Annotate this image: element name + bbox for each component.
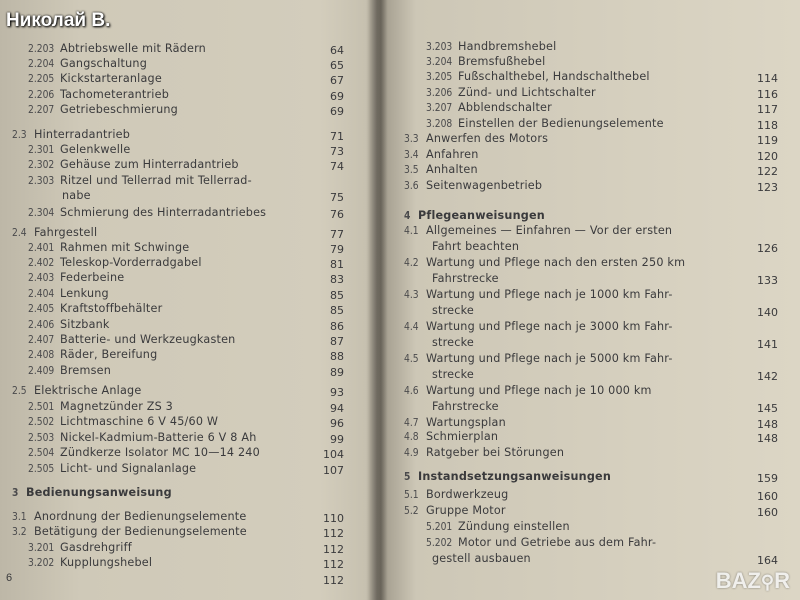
toc-page-number: 67	[330, 74, 344, 87]
toc-page-number: 159	[757, 472, 778, 485]
toc-entry	[28, 333, 235, 347]
toc-page-number: 110	[323, 512, 344, 525]
toc-page-number: 71	[330, 130, 344, 143]
toc-page-number: 126	[757, 242, 778, 255]
toc-page-number: 112	[323, 558, 344, 571]
toc-entry	[62, 189, 91, 202]
toc-title: Betätigung der Bedienungselemente	[34, 525, 247, 538]
toc-entry	[426, 520, 570, 534]
toc-number: 4.4	[404, 322, 419, 333]
toc-title: Bordwerkzeug	[426, 488, 509, 501]
toc-number: 2.407	[28, 335, 55, 346]
toc-title: Anfahren	[426, 148, 479, 161]
toc-title: Instandsetzungsanweisungen	[418, 470, 611, 483]
toc-number: 4.5	[404, 354, 419, 365]
toc-page-number: 99	[330, 433, 344, 446]
toc-entry	[426, 55, 545, 69]
toc-title: Schmierung des Hinterradantriebes	[60, 206, 267, 219]
toc-title: Fußschalthebel, Handschalthebel	[458, 70, 650, 83]
toc-title: Gelenkwelle	[60, 143, 131, 156]
toc-page-number: 133	[757, 274, 778, 287]
toc-number: 5.202	[426, 538, 453, 549]
toc-number: 3.203	[426, 42, 453, 53]
toc-title: Anordnung der Bedienungselemente	[34, 510, 247, 523]
toc-page-number: 83	[330, 273, 344, 286]
toc-page-number: 116	[757, 88, 778, 101]
toc-title: Wartung und Pflege nach je 3000 km Fahr-	[426, 320, 673, 333]
toc-title: Ritzel und Tellerrad mit Tellerrad-	[60, 174, 252, 187]
toc-entry	[28, 541, 132, 555]
toc-page-number: 64	[330, 44, 344, 57]
toc-title: Nickel-Kadmium-Batterie 6 V 8 Ah	[60, 431, 257, 444]
toc-title: Fahrt beachten	[432, 240, 520, 253]
toc-number: 2.402	[28, 258, 55, 269]
toc-number: 2.501	[28, 402, 55, 413]
toc-entry	[28, 446, 260, 460]
toc-title: Schmierplan	[426, 430, 499, 443]
toc-page-number: 87	[330, 335, 344, 348]
toc-page-number: 79	[330, 243, 344, 256]
toc-page-number: 112	[323, 574, 344, 587]
toc-entry	[404, 209, 545, 223]
toc-number: 3.206	[426, 88, 453, 99]
toc-entry	[28, 462, 196, 476]
toc-entry	[404, 446, 564, 460]
toc-page-number: 85	[330, 304, 344, 317]
toc-page-number: 73	[330, 145, 344, 158]
toc-number: 4.7	[404, 418, 419, 429]
toc-page-number: 141	[757, 338, 778, 351]
toc-entry	[432, 304, 474, 317]
toc-number: 2.401	[28, 243, 55, 254]
toc-entry	[28, 415, 218, 429]
toc-page-number: 119	[757, 134, 778, 147]
toc-entry	[28, 88, 169, 102]
toc-page-number: 123	[757, 181, 778, 194]
toc-number: 3.3	[404, 134, 419, 145]
toc-title: Teleskop-Vorderradgabel	[60, 256, 202, 269]
left-page	[0, 0, 374, 600]
toc-number: 3.204	[426, 57, 453, 68]
toc-number: 4.6	[404, 386, 419, 397]
toc-page-number: 88	[330, 350, 344, 363]
toc-entry	[432, 272, 499, 285]
toc-page-number: 89	[330, 366, 344, 379]
toc-number: 2.504	[28, 448, 55, 459]
toc-page-number: 69	[330, 105, 344, 118]
toc-entry	[404, 470, 611, 484]
toc-page-number: 142	[757, 370, 778, 383]
toc-title: Gasdrehgriff	[60, 541, 132, 554]
toc-title: strecke	[432, 304, 474, 317]
toc-number: 2.409	[28, 366, 55, 377]
toc-number: 2.304	[28, 208, 55, 219]
toc-entry	[12, 510, 246, 524]
toc-entry	[404, 148, 479, 162]
toc-title: Magnetzünder ZS 3	[60, 400, 174, 413]
toc-page-number: 145	[757, 402, 778, 415]
toc-title: Motor und Getriebe aus dem Fahr-	[458, 536, 657, 549]
toc-title: Anhalten	[426, 163, 478, 176]
toc-entry	[28, 287, 109, 301]
toc-entry	[12, 384, 141, 398]
toc-number: 2.204	[28, 59, 55, 70]
toc-number: 5.2	[404, 506, 419, 517]
toc-number: 2.206	[28, 90, 55, 101]
toc-entry	[404, 352, 673, 366]
toc-entry	[404, 163, 478, 177]
toc-page-number: 74	[330, 160, 344, 173]
toc-title: Zünd- und Lichtschalter	[458, 86, 596, 99]
toc-page-number: 85	[330, 289, 344, 302]
toc-page-number: 81	[330, 258, 344, 271]
toc-page-number: 76	[330, 208, 344, 221]
toc-page-number: 148	[757, 418, 778, 431]
toc-page-number: 120	[757, 150, 778, 163]
toc-entry	[432, 368, 474, 381]
toc-number: 2.301	[28, 145, 55, 156]
toc-page-number: 148	[757, 432, 778, 445]
toc-page-number: 69	[330, 90, 344, 103]
toc-number: 3.1	[12, 512, 27, 523]
toc-number: 2.502	[28, 417, 55, 428]
toc-entry	[28, 241, 189, 255]
toc-entry	[404, 320, 673, 334]
toc-number: 3.207	[426, 103, 453, 114]
toc-entry	[28, 72, 162, 86]
toc-title: nabe	[62, 189, 91, 202]
toc-title: Kupplungshebel	[60, 556, 153, 569]
toc-page-number: 104	[323, 448, 344, 461]
toc-title: Gangschaltung	[60, 57, 148, 70]
toc-entry	[28, 348, 157, 362]
toc-title: Allgemeines — Einfahren — Vor der ersten	[426, 224, 673, 237]
toc-title: Wartung und Pflege nach je 10 000 km	[426, 384, 652, 397]
toc-number: 3.6	[404, 181, 419, 192]
toc-number: 3.205	[426, 72, 453, 83]
toc-title: Gehäuse zum Hinterradantrieb	[60, 158, 239, 171]
toc-title: Anwerfen des Motors	[426, 132, 549, 145]
toc-title: Gruppe Motor	[426, 504, 506, 517]
toc-number: 3.202	[28, 558, 55, 569]
toc-title: Zündkerze Isolator MC 10—14 240	[60, 446, 260, 459]
toc-page-number: 94	[330, 402, 344, 415]
toc-page-number: 112	[323, 543, 344, 556]
toc-page-number: 160	[757, 490, 778, 503]
toc-entry	[432, 240, 519, 253]
toc-title: Pflegeanweisungen	[418, 209, 545, 222]
toc-entry	[432, 552, 531, 565]
toc-number: 4	[404, 211, 411, 222]
toc-entry	[12, 128, 130, 142]
toc-number: 3.5	[404, 165, 419, 176]
toc-number: 2.3	[12, 130, 27, 141]
toc-title: Kickstarteranlage	[60, 72, 162, 85]
toc-title: Licht- und Signalanlage	[60, 462, 197, 475]
toc-entry	[28, 256, 202, 270]
toc-number: 4.8	[404, 432, 419, 443]
toc-entry	[12, 486, 172, 500]
toc-entry	[432, 400, 499, 413]
toc-page-number: 112	[323, 527, 344, 540]
toc-page-number: 164	[757, 554, 778, 567]
toc-number: 2.203	[28, 44, 55, 55]
toc-title: Wartung und Pflege nach je 1000 km Fahr-	[426, 288, 673, 301]
toc-title: Zündung einstellen	[458, 520, 570, 533]
toc-number: 4.3	[404, 290, 419, 301]
toc-entry	[426, 86, 596, 100]
toc-entry	[404, 256, 685, 270]
toc-entry	[432, 336, 474, 349]
toc-title: gestell ausbauen	[432, 552, 531, 565]
toc-title: Lichtmaschine 6 V 45/60 W	[60, 415, 219, 428]
toc-entry	[28, 400, 173, 414]
toc-title: Seitenwagenbetrieb	[426, 179, 543, 192]
toc-title: strecke	[432, 368, 474, 381]
toc-page-number: 160	[757, 506, 778, 519]
toc-title: Hinterradantrieb	[34, 128, 131, 141]
toc-number: 3.4	[404, 150, 419, 161]
toc-entry	[426, 117, 664, 131]
toc-number: 2.4	[12, 228, 27, 239]
toc-title: Batterie- und Werkzeugkasten	[60, 333, 236, 346]
toc-number: 5.1	[404, 490, 419, 501]
seller-watermark: Николай В.	[6, 10, 111, 31]
toc-number: 3.201	[28, 543, 55, 554]
toc-number: 4.2	[404, 258, 419, 269]
toc-title: Bremsfußhebel	[458, 55, 546, 68]
toc-number: 2.405	[28, 304, 55, 315]
toc-title: Räder, Bereifung	[60, 348, 158, 361]
toc-page-number: 75	[330, 191, 344, 204]
toc-title: Ratgeber bei Störungen	[426, 446, 565, 459]
toc-page-number: 114	[757, 72, 778, 85]
toc-number: 4.1	[404, 226, 419, 237]
toc-number: 2.404	[28, 289, 55, 300]
toc-number: 2.503	[28, 433, 55, 444]
toc-number: 3.2	[12, 527, 27, 538]
toc-entry	[404, 488, 508, 502]
toc-entry	[28, 103, 178, 117]
toc-title: Wartungsplan	[426, 416, 506, 429]
bazar-logo: BAZ⚲R	[715, 568, 790, 593]
toc-number: 5.201	[426, 522, 453, 533]
toc-title: Elektrische Anlage	[34, 384, 142, 397]
toc-title: Rahmen mit Schwinge	[60, 241, 190, 254]
toc-entry	[28, 271, 124, 285]
toc-page-number: 140	[757, 306, 778, 319]
toc-entry	[404, 179, 542, 193]
toc-title: Lenkung	[60, 287, 109, 300]
toc-title: Einstellen der Bedienungselemente	[458, 117, 664, 130]
toc-entry	[426, 40, 556, 54]
toc-number: 2.302	[28, 160, 55, 171]
toc-number: 5	[404, 472, 411, 483]
toc-page-number: 96	[330, 417, 344, 430]
toc-entry	[404, 504, 506, 518]
toc-entry	[426, 70, 650, 84]
toc-title: Abblendschalter	[458, 101, 552, 114]
toc-entry	[426, 536, 656, 550]
toc-page-number: 122	[757, 165, 778, 178]
toc-title: Wartung und Pflege nach je 5000 km Fahr-	[426, 352, 673, 365]
right-page	[382, 0, 800, 600]
toc-title: strecke	[432, 336, 474, 349]
toc-entry	[28, 57, 147, 71]
toc-title: Federbeine	[60, 271, 125, 284]
toc-title: Fahrstrecke	[432, 400, 499, 413]
toc-title: Handbremshebel	[458, 40, 557, 53]
toc-entry	[28, 431, 257, 445]
toc-title: Sitzbank	[60, 318, 110, 331]
toc-entry	[28, 364, 111, 378]
toc-entry	[28, 302, 162, 316]
toc-entry	[28, 158, 239, 172]
toc-title: Fahrstrecke	[432, 272, 499, 285]
toc-title: Abtriebswelle mit Rädern	[60, 42, 206, 55]
toc-entry	[404, 416, 506, 430]
toc-entry	[28, 174, 252, 188]
toc-number: 2.505	[28, 464, 55, 475]
toc-number: 2.303	[28, 176, 55, 187]
toc-title: Tachometerantrieb	[60, 88, 169, 101]
toc-entry	[404, 430, 498, 444]
left-page-number: 6	[6, 572, 13, 584]
toc-title: Fahrgestell	[34, 226, 98, 239]
toc-title: Bedienungsanweisung	[26, 486, 172, 499]
toc-entry	[404, 224, 672, 238]
toc-entry	[28, 42, 206, 56]
toc-number: 2.205	[28, 74, 55, 85]
toc-number: 4.9	[404, 448, 419, 459]
toc-entry	[404, 132, 548, 146]
toc-number: 3	[12, 488, 19, 499]
toc-page-number: 117	[757, 103, 778, 116]
toc-title: Bremsen	[60, 364, 112, 377]
toc-entry	[12, 525, 247, 539]
toc-entry	[28, 318, 110, 332]
toc-page-number: 65	[330, 59, 344, 72]
toc-page-number: 118	[757, 119, 778, 132]
toc-entry	[404, 384, 652, 398]
toc-number: 2.207	[28, 105, 55, 116]
toc-number: 2.406	[28, 320, 55, 331]
toc-page-number: 93	[330, 386, 344, 399]
toc-number: 2.403	[28, 273, 55, 284]
toc-number: 2.5	[12, 386, 27, 397]
toc-title: Kraftstoffbehälter	[60, 302, 163, 315]
toc-entry	[28, 206, 266, 220]
toc-entry	[12, 226, 97, 240]
toc-entry	[404, 288, 673, 302]
toc-page-number: 107	[323, 464, 344, 477]
toc-number: 3.208	[426, 119, 453, 130]
toc-entry	[28, 143, 130, 157]
toc-page-number: 77	[330, 228, 344, 241]
toc-number: 2.408	[28, 350, 55, 361]
toc-title: Getriebeschmierung	[60, 103, 178, 116]
toc-entry	[426, 101, 552, 115]
toc-entry	[28, 556, 152, 570]
toc-title: Wartung und Pflege nach den ersten 250 km	[426, 256, 686, 269]
toc-page-number: 86	[330, 320, 344, 333]
